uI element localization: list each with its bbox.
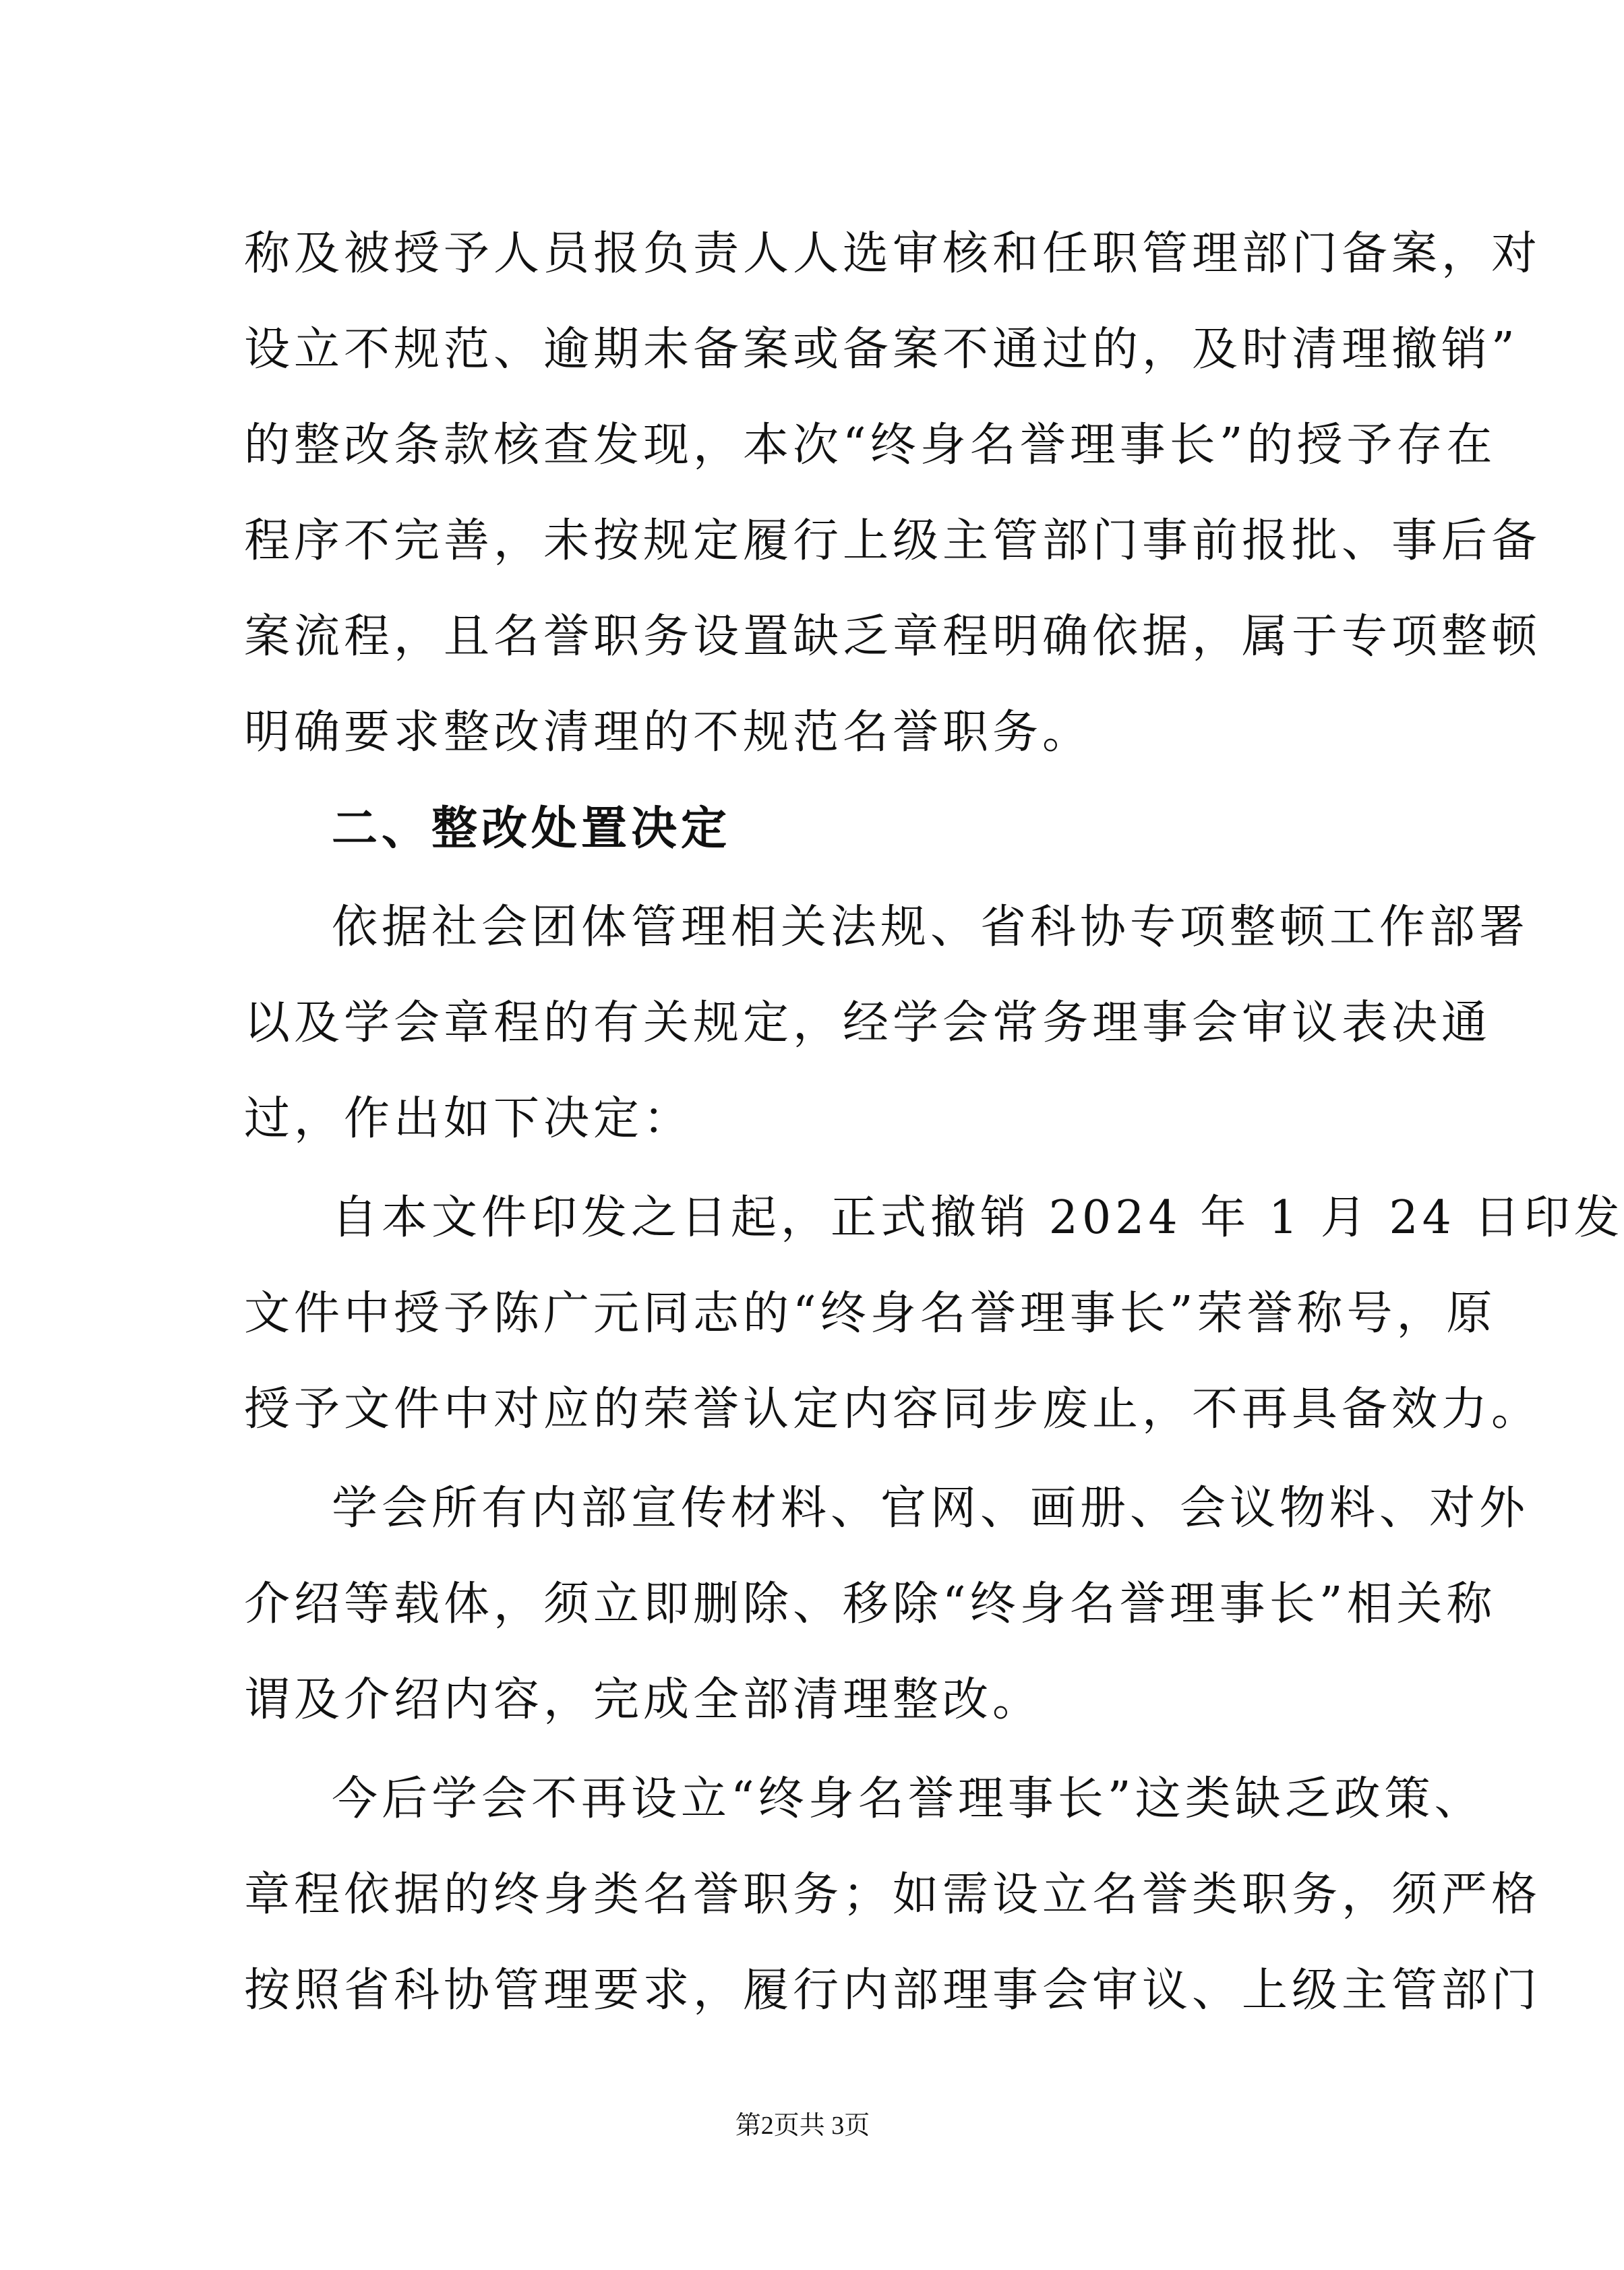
- text-line: 称及被授予人员报负责人人选审核和任职管理部门备案，对: [244, 227, 1542, 280]
- text-line: 明确要求整改清理的不规范名誉职务。: [244, 706, 1093, 759]
- document-body: [244, 206, 1624, 2039]
- text-line: 程序不完善，未按规定履行上级主管部门事前报批、事后备: [244, 514, 1542, 568]
- text-line: 按照省科协管理要求，履行内部理事会审议、上级主管部门: [244, 1964, 1542, 2017]
- text-line: 案流程，且名誉职务设置缺乏章程明确依据，属于专项整顿: [244, 610, 1542, 663]
- paragraph-continuation: [244, 206, 1542, 781]
- section-heading: 二、整改处置决定: [332, 802, 731, 856]
- page-number-footer: 第2页共 3页: [735, 2112, 870, 2140]
- text-line: 文件中授予陈广元同志的“终身名誉理事长”荣誉称号，原: [244, 1287, 1497, 1340]
- paragraph-future: [244, 1752, 1542, 2039]
- text-line: 自本文件印发之日起，正式撤销 2024 年 1 月 24 日印发: [332, 1191, 1624, 1245]
- text-line: 以及学会章程的有关规定，经学会常务理事会审议表决通: [244, 996, 1492, 1050]
- paragraph-basis: [244, 880, 1530, 1167]
- paragraph-revocation: [244, 1170, 1624, 1458]
- paragraph-cleanup: [244, 1461, 1530, 1748]
- text-line: 学会所有内部宣传材料、官网、画册、会议物料、对外: [332, 1482, 1530, 1535]
- text-line: 设立不规范、逾期未备案或备案不通过的，及时清理撤销”: [244, 323, 1519, 376]
- text-line: 今后学会不再设立“终身名誉理事长”这类缺乏政策、: [332, 1772, 1484, 1826]
- text-line: 依据社会团体管理相关法规、省科协专项整顿工作部署: [332, 901, 1530, 954]
- text-line: 介绍等载体，须立即删除、移除“终身名誉理事长”相关称: [244, 1578, 1497, 1631]
- text-line: 章程依据的终身类名誉职务；如需设立名誉类职务，须严格: [244, 1868, 1542, 1921]
- text-line: 的整改条款核查发现，本次“终身名誉理事长”的授予存在: [244, 419, 1497, 472]
- text-line: 谓及介绍内容，完成全部清理整改。: [244, 1673, 1043, 1727]
- text-line: 授予文件中对应的荣誉认定内容同步废止，不再具备效力。: [244, 1383, 1542, 1436]
- text-line: 过，作出如下决定：: [244, 1092, 694, 1145]
